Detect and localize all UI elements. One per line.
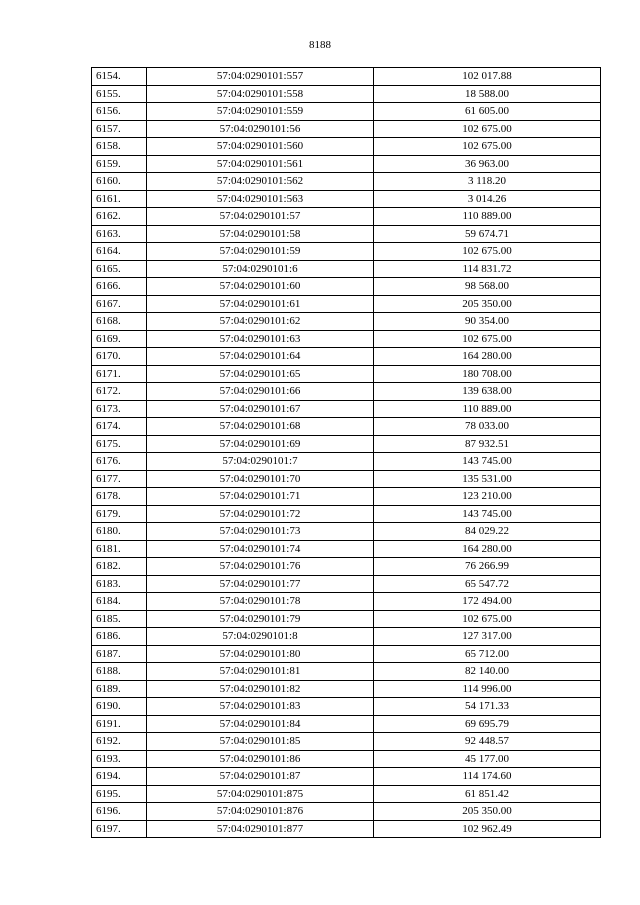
value-cell: 102 962.49 [374, 820, 601, 838]
value-cell: 3 014.26 [374, 190, 601, 208]
value-cell: 114 996.00 [374, 680, 601, 698]
table-row [92, 138, 601, 156]
cadastral-number-cell: 57:04:0290101:71 [147, 488, 374, 506]
value-cell: 84 029.22 [374, 523, 601, 541]
value-cell: 102 675.00 [374, 610, 601, 628]
table-row [92, 348, 601, 366]
cadastral-number-cell: 57:04:0290101:85 [147, 733, 374, 751]
row-number-cell: 6164. [92, 243, 147, 261]
cadastral-number-cell: 57:04:0290101:79 [147, 610, 374, 628]
table-row [92, 190, 601, 208]
row-number-cell: 6178. [92, 488, 147, 506]
table-row [92, 85, 601, 103]
row-number-cell: 6185. [92, 610, 147, 628]
value-cell: 98 568.00 [374, 278, 601, 296]
row-number-cell: 6196. [92, 803, 147, 821]
value-cell: 139 638.00 [374, 383, 601, 401]
table-row [92, 313, 601, 331]
value-cell: 164 280.00 [374, 348, 601, 366]
table-row [92, 803, 601, 821]
cadastral-number-cell: 57:04:0290101:557 [147, 68, 374, 86]
value-cell: 76 266.99 [374, 558, 601, 576]
table-row [92, 715, 601, 733]
value-cell: 54 171.33 [374, 698, 601, 716]
row-number-cell: 6181. [92, 540, 147, 558]
row-number-cell: 6157. [92, 120, 147, 138]
row-number-cell: 6194. [92, 768, 147, 786]
row-number-cell: 6190. [92, 698, 147, 716]
row-number-cell: 6154. [92, 68, 147, 86]
value-cell: 92 448.57 [374, 733, 601, 751]
table-row [92, 278, 601, 296]
table-row [92, 400, 601, 418]
value-cell: 61 605.00 [374, 103, 601, 121]
table-row [92, 155, 601, 173]
row-number-cell: 6187. [92, 645, 147, 663]
row-number-cell: 6193. [92, 750, 147, 768]
cadastral-number-cell: 57:04:0290101:76 [147, 558, 374, 576]
table-row [92, 295, 601, 313]
cadastral-number-cell: 57:04:0290101:7 [147, 453, 374, 471]
table-row [92, 453, 601, 471]
table-row [92, 628, 601, 646]
cadastral-number-cell: 57:04:0290101:876 [147, 803, 374, 821]
row-number-cell: 6176. [92, 453, 147, 471]
row-number-cell: 6191. [92, 715, 147, 733]
table-row [92, 365, 601, 383]
cadastral-number-cell: 57:04:0290101:82 [147, 680, 374, 698]
row-number-cell: 6169. [92, 330, 147, 348]
table-row [92, 260, 601, 278]
value-cell: 143 745.00 [374, 453, 601, 471]
table-row [92, 540, 601, 558]
row-number-cell: 6165. [92, 260, 147, 278]
value-cell: 127 317.00 [374, 628, 601, 646]
table-row [92, 488, 601, 506]
table-row [92, 120, 601, 138]
value-cell: 78 033.00 [374, 418, 601, 436]
value-cell: 205 350.00 [374, 803, 601, 821]
value-cell: 82 140.00 [374, 663, 601, 681]
row-number-cell: 6166. [92, 278, 147, 296]
value-cell: 45 177.00 [374, 750, 601, 768]
table-row [92, 768, 601, 786]
row-number-cell: 6195. [92, 785, 147, 803]
value-cell: 102 675.00 [374, 330, 601, 348]
table-row [92, 505, 601, 523]
value-cell: 65 547.72 [374, 575, 601, 593]
value-cell: 110 889.00 [374, 400, 601, 418]
value-cell: 205 350.00 [374, 295, 601, 313]
row-number-cell: 6188. [92, 663, 147, 681]
table-row [92, 663, 601, 681]
value-cell: 110 889.00 [374, 208, 601, 226]
table-row [92, 383, 601, 401]
row-number-cell: 6167. [92, 295, 147, 313]
row-number-cell: 6175. [92, 435, 147, 453]
row-number-cell: 6173. [92, 400, 147, 418]
table-row [92, 243, 601, 261]
cadastral-number-cell: 57:04:0290101:83 [147, 698, 374, 716]
cadastral-number-cell: 57:04:0290101:877 [147, 820, 374, 838]
value-cell: 102 017.88 [374, 68, 601, 86]
cadastral-number-cell: 57:04:0290101:875 [147, 785, 374, 803]
cadastral-number-cell: 57:04:0290101:86 [147, 750, 374, 768]
table-row [92, 435, 601, 453]
value-cell: 164 280.00 [374, 540, 601, 558]
row-number-cell: 6174. [92, 418, 147, 436]
cadastral-number-cell: 57:04:0290101:56 [147, 120, 374, 138]
cadastral-number-cell: 57:04:0290101:87 [147, 768, 374, 786]
cadastral-number-cell: 57:04:0290101:73 [147, 523, 374, 541]
table-row [92, 575, 601, 593]
row-number-cell: 6183. [92, 575, 147, 593]
row-number-cell: 6163. [92, 225, 147, 243]
page-number: 8188 [309, 39, 331, 51]
value-cell: 143 745.00 [374, 505, 601, 523]
table-row [92, 330, 601, 348]
cadastral-number-cell: 57:04:0290101:559 [147, 103, 374, 121]
row-number-cell: 6171. [92, 365, 147, 383]
cadastral-number-cell: 57:04:0290101:72 [147, 505, 374, 523]
cadastral-number-cell: 57:04:0290101:66 [147, 383, 374, 401]
value-cell: 59 674.71 [374, 225, 601, 243]
cadastral-number-cell: 57:04:0290101:59 [147, 243, 374, 261]
cadastral-number-cell: 57:04:0290101:8 [147, 628, 374, 646]
value-cell: 114 831.72 [374, 260, 601, 278]
cadastral-number-cell: 57:04:0290101:563 [147, 190, 374, 208]
table-row [92, 820, 601, 838]
cadastral-number-cell: 57:04:0290101:58 [147, 225, 374, 243]
cadastral-number-cell: 57:04:0290101:77 [147, 575, 374, 593]
row-number-cell: 6160. [92, 173, 147, 191]
row-number-cell: 6156. [92, 103, 147, 121]
cadastral-number-cell: 57:04:0290101:57 [147, 208, 374, 226]
cadastral-number-cell: 57:04:0290101:558 [147, 85, 374, 103]
table-row [92, 173, 601, 191]
table-row [92, 225, 601, 243]
cadastral-number-cell: 57:04:0290101:70 [147, 470, 374, 488]
row-number-cell: 6184. [92, 593, 147, 611]
value-cell: 87 932.51 [374, 435, 601, 453]
cadastral-number-cell: 57:04:0290101:64 [147, 348, 374, 366]
cadastral-number-cell: 57:04:0290101:561 [147, 155, 374, 173]
cadastral-number-cell: 57:04:0290101:65 [147, 365, 374, 383]
row-number-cell: 6172. [92, 383, 147, 401]
cadastral-value-table [91, 67, 601, 838]
row-number-cell: 6179. [92, 505, 147, 523]
cadastral-number-cell: 57:04:0290101:80 [147, 645, 374, 663]
cadastral-number-cell: 57:04:0290101:78 [147, 593, 374, 611]
cadastral-number-cell: 57:04:0290101:74 [147, 540, 374, 558]
row-number-cell: 6170. [92, 348, 147, 366]
value-cell: 65 712.00 [374, 645, 601, 663]
value-cell: 3 118.20 [374, 173, 601, 191]
cadastral-number-cell: 57:04:0290101:6 [147, 260, 374, 278]
row-number-cell: 6168. [92, 313, 147, 331]
cadastral-number-cell: 57:04:0290101:61 [147, 295, 374, 313]
table-row [92, 733, 601, 751]
row-number-cell: 6189. [92, 680, 147, 698]
value-cell: 102 675.00 [374, 138, 601, 156]
value-cell: 123 210.00 [374, 488, 601, 506]
cadastral-number-cell: 57:04:0290101:67 [147, 400, 374, 418]
table-row [92, 558, 601, 576]
cadastral-number-cell: 57:04:0290101:62 [147, 313, 374, 331]
table-row [92, 523, 601, 541]
value-cell: 36 963.00 [374, 155, 601, 173]
cadastral-number-cell: 57:04:0290101:68 [147, 418, 374, 436]
row-number-cell: 6197. [92, 820, 147, 838]
row-number-cell: 6159. [92, 155, 147, 173]
table-row [92, 208, 601, 226]
cadastral-number-cell: 57:04:0290101:560 [147, 138, 374, 156]
table-row [92, 470, 601, 488]
row-number-cell: 6177. [92, 470, 147, 488]
row-number-cell: 6155. [92, 85, 147, 103]
table-row [92, 785, 601, 803]
row-number-cell: 6180. [92, 523, 147, 541]
value-cell: 102 675.00 [374, 120, 601, 138]
row-number-cell: 6162. [92, 208, 147, 226]
value-cell: 102 675.00 [374, 243, 601, 261]
table-row [92, 68, 601, 86]
row-number-cell: 6192. [92, 733, 147, 751]
table-row [92, 103, 601, 121]
value-cell: 69 695.79 [374, 715, 601, 733]
value-cell: 61 851.42 [374, 785, 601, 803]
table-row [92, 750, 601, 768]
value-cell: 135 531.00 [374, 470, 601, 488]
value-cell: 180 708.00 [374, 365, 601, 383]
table-row [92, 418, 601, 436]
value-cell: 18 588.00 [374, 85, 601, 103]
table-row [92, 593, 601, 611]
table-row [92, 680, 601, 698]
cadastral-number-cell: 57:04:0290101:84 [147, 715, 374, 733]
value-cell: 90 354.00 [374, 313, 601, 331]
row-number-cell: 6161. [92, 190, 147, 208]
value-cell: 172 494.00 [374, 593, 601, 611]
row-number-cell: 6158. [92, 138, 147, 156]
table-row [92, 698, 601, 716]
cadastral-number-cell: 57:04:0290101:69 [147, 435, 374, 453]
value-cell: 114 174.60 [374, 768, 601, 786]
cadastral-number-cell: 57:04:0290101:562 [147, 173, 374, 191]
cadastral-number-cell: 57:04:0290101:81 [147, 663, 374, 681]
row-number-cell: 6186. [92, 628, 147, 646]
table-row [92, 610, 601, 628]
table-body [92, 68, 601, 838]
row-number-cell: 6182. [92, 558, 147, 576]
cadastral-number-cell: 57:04:0290101:60 [147, 278, 374, 296]
table-row [92, 645, 601, 663]
cadastral-number-cell: 57:04:0290101:63 [147, 330, 374, 348]
